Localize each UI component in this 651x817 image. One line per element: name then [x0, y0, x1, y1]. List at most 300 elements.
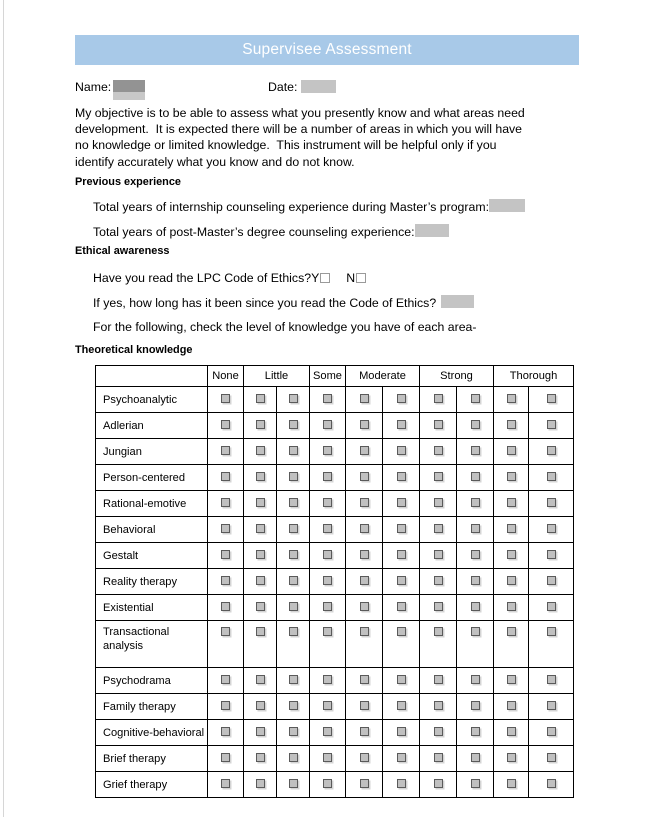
- checkbox-cell[interactable]: [457, 621, 494, 668]
- checkbox-cell[interactable]: [310, 772, 346, 798]
- checkbox-cell[interactable]: [457, 595, 494, 621]
- knowledge-level-checkbox[interactable]: [547, 701, 556, 710]
- checkbox-cell[interactable]: [529, 413, 574, 439]
- checkbox-cell[interactable]: [208, 772, 244, 798]
- checkbox-cell[interactable]: [457, 465, 494, 491]
- knowledge-level-checkbox[interactable]: [471, 550, 480, 559]
- checkbox-cell[interactable]: [457, 668, 494, 694]
- checkbox-cell[interactable]: [420, 491, 457, 517]
- knowledge-level-checkbox[interactable]: [547, 602, 556, 611]
- knowledge-level-checkbox[interactable]: [256, 420, 265, 429]
- checkbox-cell[interactable]: [244, 569, 277, 595]
- knowledge-level-checkbox[interactable]: [547, 627, 556, 636]
- knowledge-level-checkbox[interactable]: [507, 420, 516, 429]
- checkbox-cell[interactable]: [310, 517, 346, 543]
- knowledge-level-checkbox[interactable]: [397, 675, 406, 684]
- knowledge-level-checkbox[interactable]: [289, 420, 298, 429]
- knowledge-level-checkbox[interactable]: [221, 524, 230, 533]
- knowledge-level-checkbox[interactable]: [256, 498, 265, 507]
- knowledge-level-checkbox[interactable]: [256, 472, 265, 481]
- checkbox-cell[interactable]: [529, 517, 574, 543]
- knowledge-level-checkbox[interactable]: [323, 753, 332, 762]
- knowledge-level-checkbox[interactable]: [397, 576, 406, 585]
- checkbox-cell[interactable]: [529, 621, 574, 668]
- knowledge-level-checkbox[interactable]: [289, 779, 298, 788]
- checkbox-cell[interactable]: [346, 517, 383, 543]
- checkbox-cell[interactable]: [277, 746, 310, 772]
- knowledge-level-checkbox[interactable]: [547, 753, 556, 762]
- checkbox-cell[interactable]: [494, 746, 529, 772]
- checkbox-cell[interactable]: [277, 720, 310, 746]
- checkbox-cell[interactable]: [420, 439, 457, 465]
- knowledge-level-checkbox[interactable]: [471, 779, 480, 788]
- knowledge-level-checkbox[interactable]: [434, 602, 443, 611]
- checkbox-cell[interactable]: [208, 543, 244, 569]
- checkbox-cell[interactable]: [383, 387, 420, 413]
- knowledge-level-checkbox[interactable]: [547, 524, 556, 533]
- knowledge-level-checkbox[interactable]: [360, 627, 369, 636]
- checkbox-cell[interactable]: [494, 668, 529, 694]
- knowledge-level-checkbox[interactable]: [547, 472, 556, 481]
- checkbox-cell[interactable]: [244, 517, 277, 543]
- knowledge-level-checkbox[interactable]: [507, 446, 516, 455]
- knowledge-level-checkbox[interactable]: [221, 753, 230, 762]
- checkbox-cell[interactable]: [457, 772, 494, 798]
- knowledge-level-checkbox[interactable]: [507, 627, 516, 636]
- knowledge-level-checkbox[interactable]: [397, 753, 406, 762]
- checkbox-cell[interactable]: [346, 772, 383, 798]
- knowledge-level-checkbox[interactable]: [323, 779, 332, 788]
- checkbox-cell[interactable]: [494, 621, 529, 668]
- knowledge-level-checkbox[interactable]: [289, 576, 298, 585]
- checkbox-cell[interactable]: [529, 465, 574, 491]
- knowledge-level-checkbox[interactable]: [547, 394, 556, 403]
- checkbox-cell[interactable]: [346, 668, 383, 694]
- knowledge-level-checkbox[interactable]: [323, 550, 332, 559]
- knowledge-level-checkbox[interactable]: [289, 627, 298, 636]
- checkbox-cell[interactable]: [208, 491, 244, 517]
- checkbox-cell[interactable]: [383, 413, 420, 439]
- knowledge-level-checkbox[interactable]: [323, 701, 332, 710]
- checkbox-cell[interactable]: [494, 543, 529, 569]
- checkbox-cell[interactable]: [346, 720, 383, 746]
- name-field-redaction-secondary[interactable]: [113, 92, 145, 100]
- checkbox-cell[interactable]: [420, 668, 457, 694]
- checkbox-cell[interactable]: [277, 694, 310, 720]
- knowledge-level-checkbox[interactable]: [507, 602, 516, 611]
- knowledge-level-checkbox[interactable]: [221, 498, 230, 507]
- checkbox-cell[interactable]: [383, 694, 420, 720]
- knowledge-level-checkbox[interactable]: [397, 472, 406, 481]
- knowledge-level-checkbox[interactable]: [289, 675, 298, 684]
- checkbox-cell[interactable]: [277, 569, 310, 595]
- knowledge-level-checkbox[interactable]: [221, 675, 230, 684]
- knowledge-level-checkbox[interactable]: [256, 446, 265, 455]
- checkbox-cell[interactable]: [346, 569, 383, 595]
- knowledge-level-checkbox[interactable]: [360, 779, 369, 788]
- knowledge-level-checkbox[interactable]: [323, 576, 332, 585]
- checkbox-cell[interactable]: [346, 439, 383, 465]
- checkbox-cell[interactable]: [244, 387, 277, 413]
- knowledge-level-checkbox[interactable]: [221, 576, 230, 585]
- checkbox-cell[interactable]: [310, 595, 346, 621]
- knowledge-level-checkbox[interactable]: [547, 727, 556, 736]
- knowledge-level-checkbox[interactable]: [397, 779, 406, 788]
- knowledge-level-checkbox[interactable]: [221, 394, 230, 403]
- knowledge-level-checkbox[interactable]: [221, 779, 230, 788]
- checkbox-cell[interactable]: [457, 746, 494, 772]
- knowledge-level-checkbox[interactable]: [434, 627, 443, 636]
- checkbox-cell[interactable]: [208, 569, 244, 595]
- checkbox-cell[interactable]: [529, 569, 574, 595]
- checkbox-cell[interactable]: [529, 595, 574, 621]
- knowledge-level-checkbox[interactable]: [434, 524, 443, 533]
- knowledge-level-checkbox[interactable]: [397, 394, 406, 403]
- checkbox-cell[interactable]: [208, 439, 244, 465]
- checkbox-cell[interactable]: [383, 668, 420, 694]
- checkbox-cell[interactable]: [208, 413, 244, 439]
- knowledge-level-checkbox[interactable]: [397, 701, 406, 710]
- checkbox-cell[interactable]: [420, 621, 457, 668]
- checkbox-cell[interactable]: [346, 465, 383, 491]
- knowledge-level-checkbox[interactable]: [256, 753, 265, 762]
- knowledge-level-checkbox[interactable]: [471, 420, 480, 429]
- knowledge-level-checkbox[interactable]: [323, 446, 332, 455]
- checkbox-cell[interactable]: [208, 668, 244, 694]
- knowledge-level-checkbox[interactable]: [471, 627, 480, 636]
- checkbox-cell[interactable]: [277, 491, 310, 517]
- knowledge-level-checkbox[interactable]: [507, 701, 516, 710]
- checkbox-cell[interactable]: [346, 387, 383, 413]
- checkbox-cell[interactable]: [208, 465, 244, 491]
- checkbox-cell[interactable]: [310, 746, 346, 772]
- knowledge-level-checkbox[interactable]: [256, 779, 265, 788]
- knowledge-level-checkbox[interactable]: [507, 524, 516, 533]
- time-since-reading-input-redaction[interactable]: [441, 295, 474, 308]
- checkbox-cell[interactable]: [420, 465, 457, 491]
- knowledge-level-checkbox[interactable]: [434, 550, 443, 559]
- knowledge-level-checkbox[interactable]: [289, 753, 298, 762]
- knowledge-level-checkbox[interactable]: [360, 524, 369, 533]
- knowledge-level-checkbox[interactable]: [360, 550, 369, 559]
- checkbox-cell[interactable]: [383, 569, 420, 595]
- knowledge-level-checkbox[interactable]: [256, 727, 265, 736]
- checkbox-cell[interactable]: [208, 720, 244, 746]
- knowledge-level-checkbox[interactable]: [471, 472, 480, 481]
- knowledge-level-checkbox[interactable]: [471, 727, 480, 736]
- knowledge-level-checkbox[interactable]: [256, 602, 265, 611]
- knowledge-level-checkbox[interactable]: [471, 394, 480, 403]
- knowledge-level-checkbox[interactable]: [434, 779, 443, 788]
- checkbox-cell[interactable]: [346, 694, 383, 720]
- checkbox-cell[interactable]: [457, 694, 494, 720]
- checkbox-cell[interactable]: [383, 465, 420, 491]
- checkbox-cell[interactable]: [244, 772, 277, 798]
- checkbox-cell[interactable]: [420, 517, 457, 543]
- knowledge-level-checkbox[interactable]: [434, 498, 443, 507]
- checkbox-cell[interactable]: [529, 543, 574, 569]
- knowledge-level-checkbox[interactable]: [471, 446, 480, 455]
- checkbox-cell[interactable]: [420, 772, 457, 798]
- knowledge-level-checkbox[interactable]: [507, 675, 516, 684]
- checkbox-cell[interactable]: [244, 621, 277, 668]
- knowledge-level-checkbox[interactable]: [507, 753, 516, 762]
- knowledge-level-checkbox[interactable]: [323, 420, 332, 429]
- knowledge-level-checkbox[interactable]: [256, 524, 265, 533]
- checkbox-cell[interactable]: [310, 413, 346, 439]
- knowledge-level-checkbox[interactable]: [360, 675, 369, 684]
- knowledge-level-checkbox[interactable]: [360, 394, 369, 403]
- knowledge-level-checkbox[interactable]: [256, 675, 265, 684]
- checkbox-cell[interactable]: [310, 543, 346, 569]
- knowledge-level-checkbox[interactable]: [434, 576, 443, 585]
- checkbox-cell[interactable]: [310, 491, 346, 517]
- checkbox-cell[interactable]: [346, 621, 383, 668]
- checkbox-cell[interactable]: [420, 569, 457, 595]
- knowledge-level-checkbox[interactable]: [434, 446, 443, 455]
- knowledge-level-checkbox[interactable]: [360, 701, 369, 710]
- checkbox-cell[interactable]: [310, 439, 346, 465]
- checkbox-cell[interactable]: [457, 413, 494, 439]
- knowledge-level-checkbox[interactable]: [397, 627, 406, 636]
- knowledge-level-checkbox[interactable]: [289, 446, 298, 455]
- checkbox-cell[interactable]: [529, 746, 574, 772]
- knowledge-level-checkbox[interactable]: [434, 420, 443, 429]
- checkbox-cell[interactable]: [494, 387, 529, 413]
- checkbox-cell[interactable]: [244, 746, 277, 772]
- knowledge-level-checkbox[interactable]: [360, 753, 369, 762]
- knowledge-level-checkbox[interactable]: [547, 550, 556, 559]
- knowledge-level-checkbox[interactable]: [507, 394, 516, 403]
- knowledge-level-checkbox[interactable]: [323, 627, 332, 636]
- checkbox-cell[interactable]: [208, 621, 244, 668]
- checkbox-cell[interactable]: [244, 491, 277, 517]
- checkbox-cell[interactable]: [277, 772, 310, 798]
- checkbox-cell[interactable]: [420, 746, 457, 772]
- knowledge-level-checkbox[interactable]: [471, 753, 480, 762]
- checkbox-cell[interactable]: [420, 387, 457, 413]
- knowledge-level-checkbox[interactable]: [221, 602, 230, 611]
- no-checkbox[interactable]: [356, 273, 366, 283]
- checkbox-cell[interactable]: [457, 720, 494, 746]
- knowledge-level-checkbox[interactable]: [323, 727, 332, 736]
- internship-years-input-redaction[interactable]: [489, 199, 525, 212]
- checkbox-cell[interactable]: [494, 720, 529, 746]
- checkbox-cell[interactable]: [494, 595, 529, 621]
- checkbox-cell[interactable]: [457, 491, 494, 517]
- checkbox-cell[interactable]: [346, 746, 383, 772]
- knowledge-level-checkbox[interactable]: [221, 701, 230, 710]
- knowledge-level-checkbox[interactable]: [507, 727, 516, 736]
- checkbox-cell[interactable]: [383, 491, 420, 517]
- checkbox-cell[interactable]: [494, 413, 529, 439]
- checkbox-cell[interactable]: [529, 772, 574, 798]
- knowledge-level-checkbox[interactable]: [471, 498, 480, 507]
- checkbox-cell[interactable]: [310, 465, 346, 491]
- checkbox-cell[interactable]: [310, 387, 346, 413]
- checkbox-cell[interactable]: [494, 465, 529, 491]
- knowledge-level-checkbox[interactable]: [360, 420, 369, 429]
- knowledge-level-checkbox[interactable]: [434, 394, 443, 403]
- checkbox-cell[interactable]: [346, 491, 383, 517]
- checkbox-cell[interactable]: [383, 621, 420, 668]
- checkbox-cell[interactable]: [346, 413, 383, 439]
- checkbox-cell[interactable]: [244, 465, 277, 491]
- checkbox-cell[interactable]: [383, 517, 420, 543]
- knowledge-level-checkbox[interactable]: [289, 394, 298, 403]
- knowledge-level-checkbox[interactable]: [397, 420, 406, 429]
- checkbox-cell[interactable]: [420, 694, 457, 720]
- knowledge-level-checkbox[interactable]: [547, 779, 556, 788]
- checkbox-cell[interactable]: [383, 595, 420, 621]
- checkbox-cell[interactable]: [277, 517, 310, 543]
- knowledge-level-checkbox[interactable]: [434, 753, 443, 762]
- knowledge-level-checkbox[interactable]: [221, 420, 230, 429]
- knowledge-level-checkbox[interactable]: [360, 498, 369, 507]
- checkbox-cell[interactable]: [208, 387, 244, 413]
- checkbox-cell[interactable]: [383, 772, 420, 798]
- knowledge-level-checkbox[interactable]: [434, 675, 443, 684]
- checkbox-cell[interactable]: [277, 439, 310, 465]
- knowledge-level-checkbox[interactable]: [323, 394, 332, 403]
- knowledge-level-checkbox[interactable]: [323, 498, 332, 507]
- knowledge-level-checkbox[interactable]: [397, 446, 406, 455]
- checkbox-cell[interactable]: [310, 720, 346, 746]
- checkbox-cell[interactable]: [457, 517, 494, 543]
- checkbox-cell[interactable]: [420, 720, 457, 746]
- knowledge-level-checkbox[interactable]: [256, 576, 265, 585]
- knowledge-level-checkbox[interactable]: [360, 446, 369, 455]
- knowledge-level-checkbox[interactable]: [471, 675, 480, 684]
- checkbox-cell[interactable]: [208, 746, 244, 772]
- knowledge-level-checkbox[interactable]: [434, 727, 443, 736]
- knowledge-level-checkbox[interactable]: [221, 446, 230, 455]
- knowledge-level-checkbox[interactable]: [507, 779, 516, 788]
- checkbox-cell[interactable]: [244, 720, 277, 746]
- knowledge-level-checkbox[interactable]: [323, 472, 332, 481]
- checkbox-cell[interactable]: [494, 772, 529, 798]
- checkbox-cell[interactable]: [277, 668, 310, 694]
- checkbox-cell[interactable]: [529, 720, 574, 746]
- checkbox-cell[interactable]: [346, 543, 383, 569]
- date-field-redaction[interactable]: [301, 80, 336, 93]
- checkbox-cell[interactable]: [457, 543, 494, 569]
- checkbox-cell[interactable]: [244, 413, 277, 439]
- knowledge-level-checkbox[interactable]: [360, 727, 369, 736]
- knowledge-level-checkbox[interactable]: [256, 701, 265, 710]
- knowledge-level-checkbox[interactable]: [221, 550, 230, 559]
- checkbox-cell[interactable]: [529, 439, 574, 465]
- checkbox-cell[interactable]: [494, 439, 529, 465]
- checkbox-cell[interactable]: [457, 569, 494, 595]
- knowledge-level-checkbox[interactable]: [360, 602, 369, 611]
- knowledge-level-checkbox[interactable]: [397, 524, 406, 533]
- checkbox-cell[interactable]: [383, 720, 420, 746]
- knowledge-level-checkbox[interactable]: [323, 524, 332, 533]
- knowledge-level-checkbox[interactable]: [360, 576, 369, 585]
- knowledge-level-checkbox[interactable]: [507, 550, 516, 559]
- post-masters-years-input-redaction[interactable]: [415, 224, 449, 237]
- checkbox-cell[interactable]: [494, 694, 529, 720]
- checkbox-cell[interactable]: [244, 694, 277, 720]
- knowledge-level-checkbox[interactable]: [471, 576, 480, 585]
- checkbox-cell[interactable]: [383, 439, 420, 465]
- checkbox-cell[interactable]: [420, 595, 457, 621]
- knowledge-level-checkbox[interactable]: [397, 550, 406, 559]
- checkbox-cell[interactable]: [420, 543, 457, 569]
- knowledge-level-checkbox[interactable]: [221, 472, 230, 481]
- knowledge-level-checkbox[interactable]: [507, 472, 516, 481]
- checkbox-cell[interactable]: [494, 491, 529, 517]
- knowledge-level-checkbox[interactable]: [547, 498, 556, 507]
- checkbox-cell[interactable]: [208, 595, 244, 621]
- knowledge-level-checkbox[interactable]: [547, 576, 556, 585]
- knowledge-level-checkbox[interactable]: [397, 602, 406, 611]
- checkbox-cell[interactable]: [494, 569, 529, 595]
- knowledge-level-checkbox[interactable]: [289, 602, 298, 611]
- checkbox-cell[interactable]: [244, 439, 277, 465]
- knowledge-level-checkbox[interactable]: [471, 524, 480, 533]
- knowledge-level-checkbox[interactable]: [434, 701, 443, 710]
- knowledge-level-checkbox[interactable]: [256, 550, 265, 559]
- knowledge-level-checkbox[interactable]: [289, 727, 298, 736]
- knowledge-level-checkbox[interactable]: [397, 727, 406, 736]
- checkbox-cell[interactable]: [310, 668, 346, 694]
- checkbox-cell[interactable]: [244, 595, 277, 621]
- knowledge-level-checkbox[interactable]: [434, 472, 443, 481]
- checkbox-cell[interactable]: [494, 517, 529, 543]
- checkbox-cell[interactable]: [529, 387, 574, 413]
- checkbox-cell[interactable]: [310, 694, 346, 720]
- knowledge-level-checkbox[interactable]: [547, 446, 556, 455]
- knowledge-level-checkbox[interactable]: [507, 576, 516, 585]
- knowledge-level-checkbox[interactable]: [221, 727, 230, 736]
- checkbox-cell[interactable]: [244, 668, 277, 694]
- knowledge-level-checkbox[interactable]: [471, 602, 480, 611]
- checkbox-cell[interactable]: [277, 387, 310, 413]
- knowledge-level-checkbox[interactable]: [289, 498, 298, 507]
- checkbox-cell[interactable]: [529, 491, 574, 517]
- checkbox-cell[interactable]: [277, 595, 310, 621]
- knowledge-level-checkbox[interactable]: [289, 472, 298, 481]
- knowledge-level-checkbox[interactable]: [323, 675, 332, 684]
- knowledge-level-checkbox[interactable]: [360, 472, 369, 481]
- checkbox-cell[interactable]: [529, 668, 574, 694]
- checkbox-cell[interactable]: [383, 746, 420, 772]
- yes-checkbox[interactable]: [320, 273, 330, 283]
- knowledge-level-checkbox[interactable]: [289, 701, 298, 710]
- knowledge-level-checkbox[interactable]: [547, 420, 556, 429]
- knowledge-level-checkbox[interactable]: [221, 627, 230, 636]
- checkbox-cell[interactable]: [277, 413, 310, 439]
- checkbox-cell[interactable]: [383, 543, 420, 569]
- knowledge-level-checkbox[interactable]: [323, 602, 332, 611]
- knowledge-level-checkbox[interactable]: [289, 550, 298, 559]
- checkbox-cell[interactable]: [457, 387, 494, 413]
- knowledge-level-checkbox[interactable]: [507, 498, 516, 507]
- knowledge-level-checkbox[interactable]: [471, 701, 480, 710]
- knowledge-level-checkbox[interactable]: [256, 394, 265, 403]
- checkbox-cell[interactable]: [277, 465, 310, 491]
- checkbox-cell[interactable]: [208, 694, 244, 720]
- checkbox-cell[interactable]: [208, 517, 244, 543]
- checkbox-cell[interactable]: [310, 621, 346, 668]
- checkbox-cell[interactable]: [346, 595, 383, 621]
- checkbox-cell[interactable]: [310, 569, 346, 595]
- name-field-redaction[interactable]: [113, 80, 145, 92]
- checkbox-cell[interactable]: [420, 413, 457, 439]
- checkbox-cell[interactable]: [244, 543, 277, 569]
